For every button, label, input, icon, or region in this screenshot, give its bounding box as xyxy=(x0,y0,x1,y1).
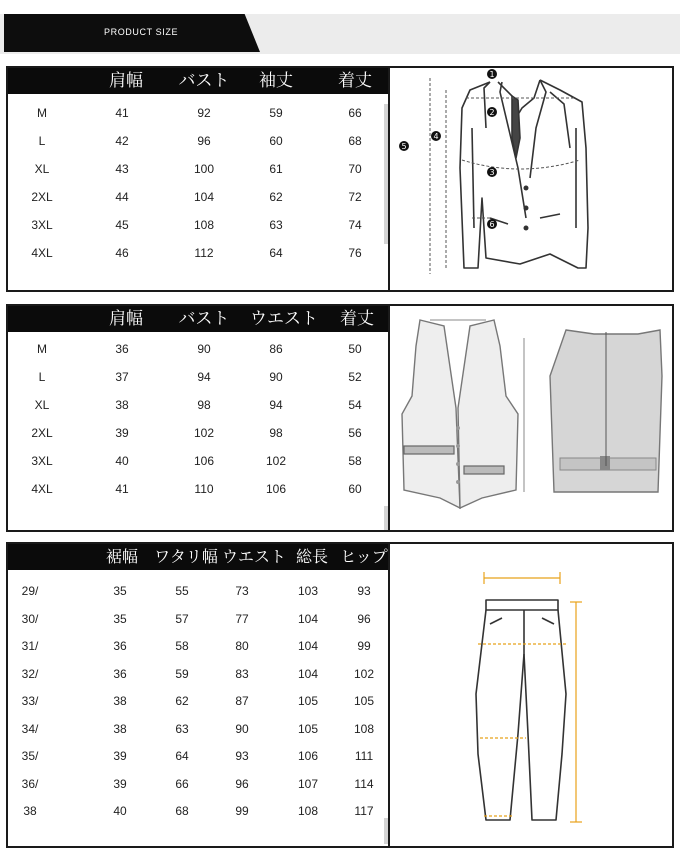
jacket-illustration-panel xyxy=(388,66,674,292)
table-cell: 62 xyxy=(269,190,283,204)
jacket-marker-5: 5 xyxy=(401,142,407,151)
table-cell: 93 xyxy=(235,749,249,763)
table-cell: 96 xyxy=(357,611,371,626)
table-cell: 98 xyxy=(197,398,211,412)
table-cell: 96 xyxy=(235,776,249,791)
table-cell: 63 xyxy=(269,218,283,232)
size-label: 29/ xyxy=(21,584,39,598)
table-cell: 105 xyxy=(297,694,319,708)
table-cell: 92 xyxy=(197,106,211,120)
size-label: M xyxy=(37,106,47,120)
table-cell: 105 xyxy=(353,694,375,708)
table-cell: 46 xyxy=(115,246,129,260)
table-cell: 76 xyxy=(348,246,362,260)
size-label: 35/ xyxy=(21,749,39,763)
size-label: 36/ xyxy=(21,776,39,791)
pants-illustration-panel xyxy=(388,542,674,848)
size-label: M xyxy=(37,342,47,356)
size-label: L xyxy=(38,370,46,384)
table-cell: 64 xyxy=(269,246,283,260)
table-cell: 39 xyxy=(115,426,129,440)
table-cell: 39 xyxy=(113,749,127,763)
table-cell: 106 xyxy=(193,454,215,468)
vest-table-header xyxy=(8,306,388,332)
table-cell: 86 xyxy=(269,342,283,356)
table-cell: 108 xyxy=(353,721,375,736)
table-cell: 98 xyxy=(269,426,283,440)
table-cell: 72 xyxy=(348,190,362,204)
table-cell: 80 xyxy=(235,639,249,653)
table-cell: 58 xyxy=(348,454,362,468)
vest-illustration-panel xyxy=(388,304,674,532)
size-label: L xyxy=(38,134,46,148)
table-cell: 60 xyxy=(269,134,283,148)
table-cell: 41 xyxy=(115,106,129,120)
table-cell: 59 xyxy=(175,666,189,681)
table-cell: 111 xyxy=(354,749,374,763)
jacket-col-length: 着丈 xyxy=(338,71,372,91)
table-cell: 83 xyxy=(235,666,249,681)
jacket-marker-2: 2 xyxy=(489,108,495,117)
table-cell: 102 xyxy=(265,454,287,468)
size-label: XL xyxy=(34,162,50,176)
table-cell: 107 xyxy=(297,776,319,791)
table-cell: 104 xyxy=(297,611,319,626)
table-cell: 35 xyxy=(113,611,127,626)
table-cell: 44 xyxy=(115,190,129,204)
table-cell: 64 xyxy=(175,749,189,763)
table-cell: 68 xyxy=(175,804,189,818)
pants-col-hip: ヒップ xyxy=(340,547,388,566)
table-cell: 38 xyxy=(115,398,129,412)
table-cell: 40 xyxy=(113,804,127,818)
table-cell: 73 xyxy=(235,584,249,598)
table-cell: 57 xyxy=(175,611,189,626)
table-cell: 90 xyxy=(235,721,249,736)
jacket-table-header xyxy=(8,68,388,94)
pants-table-header xyxy=(8,544,388,570)
table-cell: 105 xyxy=(297,721,319,736)
table-cell: 108 xyxy=(297,804,319,818)
pants-col-thigh: ワタリ幅 xyxy=(154,547,218,566)
table-cell: 58 xyxy=(175,639,189,653)
table-cell: 36 xyxy=(115,342,129,356)
jacket-col-sleeve: 袖丈 xyxy=(259,71,293,91)
table-cell: 87 xyxy=(235,694,249,708)
table-cell: 39 xyxy=(113,776,127,791)
table-cell: 68 xyxy=(348,134,362,148)
table-cell: 70 xyxy=(348,162,362,176)
table-cell: 61 xyxy=(269,162,283,176)
size-label: 34/ xyxy=(21,721,39,736)
table-cell: 106 xyxy=(265,482,287,496)
vest-col-bust: バスト xyxy=(178,309,230,329)
size-label: 4XL xyxy=(31,482,53,496)
size-label: XL xyxy=(34,398,50,412)
vest-col-shoulder: 肩幅 xyxy=(109,309,143,329)
table-cell: 66 xyxy=(348,106,362,120)
vest-col-length: 着丈 xyxy=(340,309,374,329)
table-cell: 77 xyxy=(235,611,249,626)
table-cell: 94 xyxy=(269,398,283,412)
pants-col-hem: 裾幅 xyxy=(105,547,139,566)
pants-col-waist: ウエスト xyxy=(221,547,287,566)
size-label: 2XL xyxy=(31,190,53,204)
table-cell: 104 xyxy=(297,666,319,681)
table-cell: 43 xyxy=(115,162,129,176)
table-cell: 96 xyxy=(197,134,211,148)
table-cell: 54 xyxy=(348,398,362,412)
table-cell: 35 xyxy=(113,584,127,598)
size-label: 31/ xyxy=(21,639,39,653)
table-cell: 36 xyxy=(113,666,127,681)
jacket-marker-6: 6 xyxy=(489,220,495,229)
table-cell: 56 xyxy=(348,426,362,440)
table-cell: 74 xyxy=(348,218,362,232)
jacket-table-panel xyxy=(6,66,390,292)
table-cell: 93 xyxy=(357,584,371,598)
table-cell: 100 xyxy=(193,162,215,176)
table-cell: 52 xyxy=(348,370,362,384)
table-cell: 42 xyxy=(115,134,129,148)
size-label: 30/ xyxy=(21,611,39,626)
jacket-col-shoulder: 肩幅 xyxy=(109,71,143,91)
size-label: 38 xyxy=(23,804,37,818)
table-cell: 102 xyxy=(353,666,375,681)
table-cell: 90 xyxy=(269,370,283,384)
size-label: 4XL xyxy=(31,246,53,260)
table-cell: 104 xyxy=(297,639,319,653)
table-cell: 50 xyxy=(348,342,362,356)
vest-table-panel xyxy=(6,304,390,532)
size-label: 3XL xyxy=(31,454,53,468)
table-cell: 99 xyxy=(235,804,249,818)
vest-drawing xyxy=(390,306,672,530)
size-label: 32/ xyxy=(21,666,39,681)
jacket-marker-1: 1 xyxy=(489,70,495,79)
table-cell: 45 xyxy=(115,218,129,232)
pants-table-panel xyxy=(6,542,390,848)
table-cell: 90 xyxy=(197,342,211,356)
table-cell: 41 xyxy=(115,482,129,496)
table-cell: 40 xyxy=(115,454,129,468)
pants-drawing xyxy=(390,544,672,846)
table-cell: 99 xyxy=(357,639,371,653)
table-cell: 37 xyxy=(115,370,129,384)
jacket-col-bust: バスト xyxy=(178,71,230,91)
table-cell: 110 xyxy=(194,482,214,496)
table-cell: 60 xyxy=(348,482,362,496)
size-label: 3XL xyxy=(31,218,53,232)
table-cell: 38 xyxy=(113,721,127,736)
jacket-drawing xyxy=(390,68,672,290)
table-cell: 36 xyxy=(113,639,127,653)
table-cell: 102 xyxy=(193,426,215,440)
table-cell: 117 xyxy=(354,804,374,818)
table-cell: 114 xyxy=(354,776,374,791)
vest-col-waist: ウエスト xyxy=(250,309,318,329)
table-cell: 55 xyxy=(175,584,189,598)
table-cell: 112 xyxy=(194,246,214,260)
table-cell: 94 xyxy=(197,370,211,384)
jacket-marker-3: 3 xyxy=(489,168,495,177)
table-cell: 103 xyxy=(297,584,319,598)
table-cell: 38 xyxy=(113,694,127,708)
size-label: 2XL xyxy=(31,426,53,440)
jacket-marker-4: 4 xyxy=(433,132,439,141)
table-cell: 108 xyxy=(193,218,215,232)
table-cell: 104 xyxy=(193,190,215,204)
table-cell: 66 xyxy=(175,776,189,791)
table-cell: 59 xyxy=(269,106,283,120)
size-label: 33/ xyxy=(21,694,39,708)
table-cell: 63 xyxy=(175,721,189,736)
page-title: PRODUCT SIZE xyxy=(104,27,179,37)
table-cell: 62 xyxy=(175,694,189,708)
pants-col-length: 総長 xyxy=(295,547,329,566)
table-cell: 106 xyxy=(297,749,319,763)
